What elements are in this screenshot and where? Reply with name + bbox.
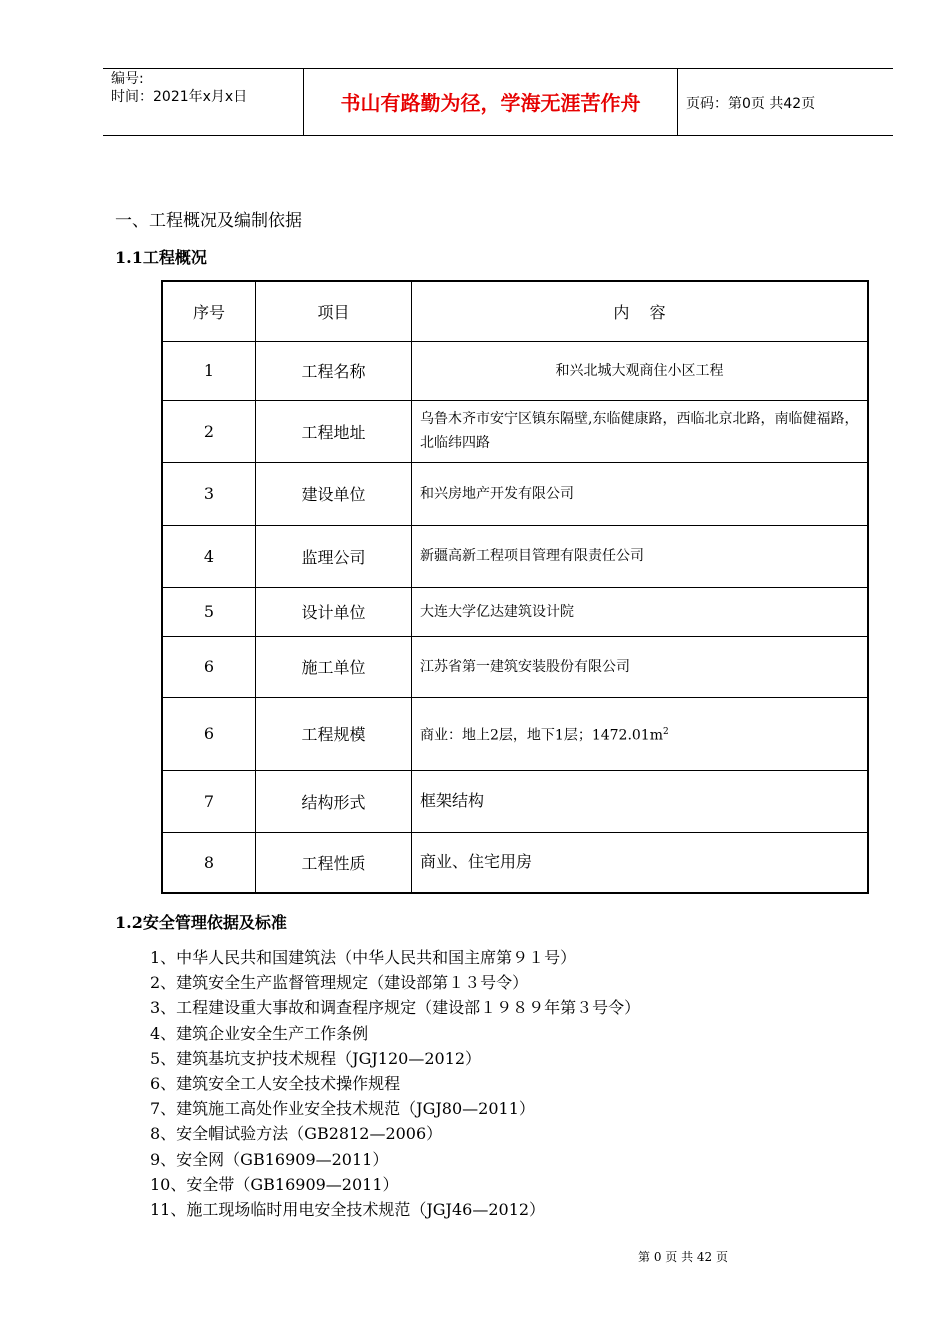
row-num: 5: [162, 587, 256, 636]
row-num: 2: [162, 400, 256, 462]
row-item: 建设单位: [256, 462, 412, 525]
header-cell-item: 项目: [256, 281, 412, 341]
table-row: [162, 462, 868, 525]
row-num: 1: [162, 341, 256, 400]
row-content: 江苏省第一建筑安装股份有限公司: [412, 636, 869, 697]
header-divider: [677, 68, 678, 136]
header-cell-num: 序号: [162, 281, 256, 341]
header-cell-content: 内 容: [412, 281, 869, 341]
row-num: 6: [162, 636, 256, 697]
row-num: 7: [162, 770, 256, 832]
header-page-info: 页码：第0页 共42页: [686, 96, 816, 112]
table-row: [162, 832, 868, 893]
list-item: 8、安全帽试验方法（GB2812—2006）: [150, 1124, 443, 1144]
subsection-title: 1.2安全管理依据及标准: [115, 913, 287, 932]
row-content: [412, 697, 869, 770]
list-item: 5、建筑基坑支护技术规程（JGJ120—2012）: [150, 1048, 482, 1068]
row-content: 框架结构: [412, 770, 869, 832]
table-row: [162, 400, 868, 462]
row-content: 和兴北城大观商住小区工程: [412, 341, 869, 400]
list-item: 6、建筑安全工人安全技术操作规程: [150, 1074, 401, 1094]
table-row: [162, 770, 868, 832]
row-content: 乌鲁木齐市安宁区镇东隔壁,东临健康路，西临北京北路，南临健福路，北临纬四路: [412, 400, 869, 462]
row-item: 工程地址: [256, 400, 412, 462]
list-item: 1、中华人民共和国建筑法（中华人民共和国主席第９１号）: [150, 948, 577, 967]
row-num: 3: [162, 462, 256, 525]
row-item: 工程名称: [256, 341, 412, 400]
table-header-row: [162, 281, 868, 341]
row-item: 工程性质: [256, 832, 412, 893]
row-content: 商业、住宅用房: [412, 832, 869, 893]
row-num: 6: [162, 697, 256, 770]
list-item: 3、工程建设重大事故和调查程序规定（建设部１９８９年第３号令）: [150, 998, 641, 1018]
list-item: 7、建筑施工高处作业安全技术规范（JGJ80—2011）: [150, 1099, 535, 1119]
header-motto: 书山有路勤为径，学海无涯苦作舟: [340, 91, 641, 115]
code-label: 编号:: [111, 71, 144, 87]
table-row: [162, 587, 868, 636]
row-item: 监理公司: [256, 525, 412, 587]
standards-list: [150, 945, 640, 1222]
table-row: [162, 341, 868, 400]
row-item: 设计单位: [256, 587, 412, 636]
scale-text: 商业：地上2层，地下1层；1472.01m: [420, 727, 663, 744]
header-bottom-rule: [103, 135, 893, 136]
row-item: 工程规模: [256, 697, 412, 770]
table-row: [162, 525, 868, 587]
row-content: 新疆高新工程项目管理有限责任公司: [412, 525, 869, 587]
time-label: 时间：2021年x月x日: [111, 89, 248, 105]
list-item: 4、建筑企业安全生产工作条例: [150, 1023, 369, 1043]
list-item: 2、建筑安全生产监督管理规定（建设部第１３号令）: [150, 973, 529, 993]
superscript: 2: [662, 726, 669, 737]
header-meta: [111, 70, 247, 106]
row-num: 4: [162, 525, 256, 587]
row-num: 8: [162, 832, 256, 893]
project-overview-table: [161, 280, 869, 894]
row-item: 结构形式: [256, 770, 412, 832]
row-content: 大连大学亿达建筑设计院: [412, 587, 869, 636]
list-item: 11、施工现场临时用电安全技术规范（JGJ46—2012）: [150, 1200, 546, 1220]
table-row: [162, 697, 868, 770]
subsection-title: 1.1工程概况: [115, 248, 207, 267]
list-item: 10、安全带（GB16909—2011）: [150, 1174, 399, 1194]
table-row: [162, 636, 868, 697]
row-item: 施工单位: [256, 636, 412, 697]
row-content: 和兴房地产开发有限公司: [412, 462, 869, 525]
section-title: 一、工程概况及编制依据: [115, 211, 302, 231]
list-item: 9、安全网（GB16909—2011）: [150, 1149, 389, 1169]
page-footer: 第 0 页 共 42 页: [638, 1250, 728, 1264]
